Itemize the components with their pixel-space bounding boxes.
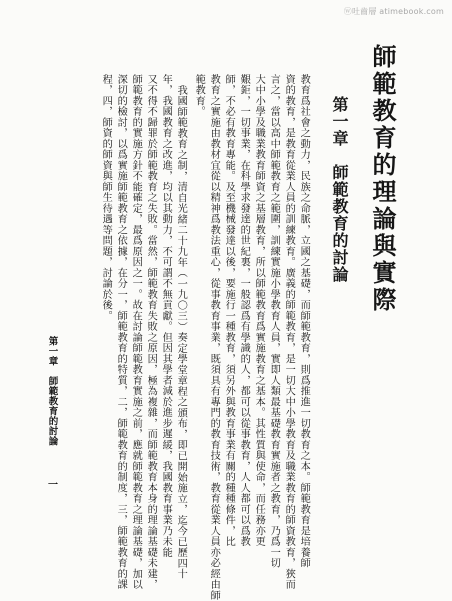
body-column: 言之，當以高中師範教育之範圍，訓練實施小學教育人員，實即人類最基礎教育實施者之教育，乃爲一切 xyxy=(268,74,280,569)
body-column: 深切的檢討，以爲實施師範教育之依據，在分一，師範教育的特質，二，師範教育的制度，三，師範教育的課 xyxy=(115,74,127,590)
book-title: 師範教育的理論與實際 xyxy=(368,44,397,314)
body-column: 教育爲社會之動力，民族之命脈，立國之基礎，而師範教育，則爲推進一切教育之本。師範教育是培養師 xyxy=(298,74,310,569)
chapter-title: 第一章 師範教育的討論 xyxy=(330,96,349,283)
page-number: 一 xyxy=(48,480,58,491)
body-column: 教育之實施由教材宜從以精神爲教法重心，從事教育事業，既須具有專門的教育技術，教育從業人員亦必經由師 xyxy=(208,74,220,601)
body-column: 大中小學及職業教育師資之基層教育，所以師範教育爲實施教育之基本。其性質與使命，而任務亦更 xyxy=(253,74,265,547)
body-column: 範教育。 xyxy=(193,74,205,117)
body-column: 又不得不歸罪於師範教育之失敗。當然，師範教育失敗之原因，極為複雜，而師範教育本身的理論基礎未建， xyxy=(145,74,157,590)
body-column: 資的教育，是教育從業人員的訓練教育。廣義的師範教育，是一切大中小學教育及職業教育的師資教育，狹而 xyxy=(283,74,295,590)
page-header: 第一章 師範教育的討論 xyxy=(46,336,58,446)
watermark: ⓦ吐齒層 atimebook.com xyxy=(343,7,444,16)
body-column: 師，不必有教育專能。及至機械發達以後，要施行一種教育，須另外與教育事業有關的種種條件，比 xyxy=(223,74,235,547)
body-column: 程，四，師資的師資與師生待遇等問題，討論於後。 xyxy=(100,74,112,322)
body-column: 我國師範教育之制，清自光緒二十九年（一九〇三）奏定學堂章程之頒布，即已開始施立，迄今已歷四十 xyxy=(175,85,187,580)
body-column: 師範教育的實施方針不能確定，最爲原因之一。故在討論師範教育實施之前，應就師範教育之理論基礎，加以 xyxy=(130,74,142,590)
body-column: 年，我國教育之改進，均以其動力，不可謂不無貢獻。但因其學者減於進步遲緩，我國教育事業乃未能 xyxy=(160,74,172,558)
body-column: 艱鉅，一切事業，在科學求發達的世紀裏，一般認爲有學識的人，都可以從事教育，人人都可以爲教 xyxy=(238,74,250,547)
